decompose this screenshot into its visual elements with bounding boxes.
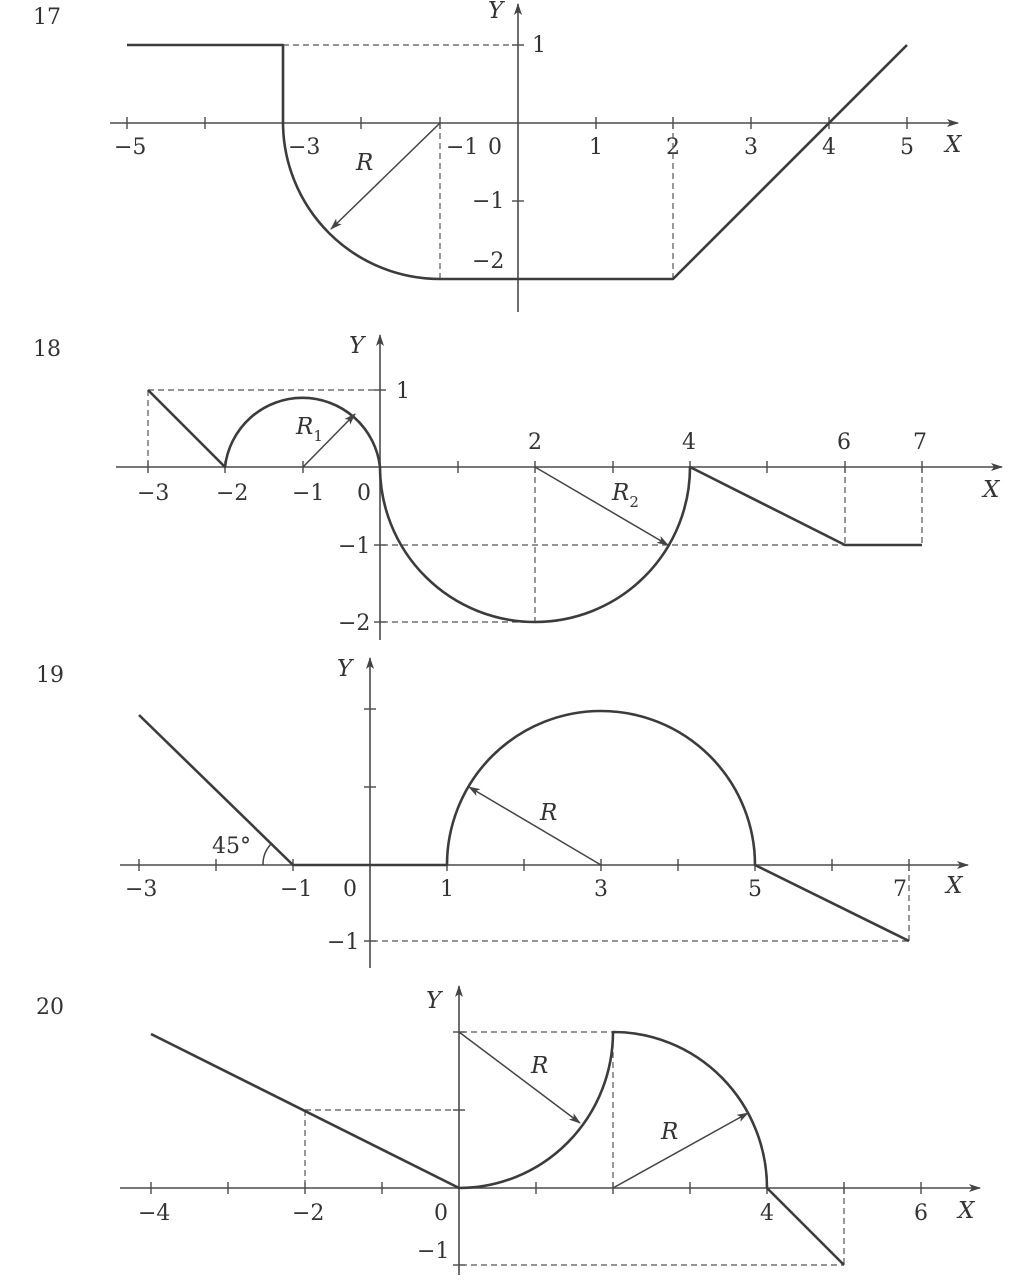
x-tick-label: −2 bbox=[292, 1201, 325, 1226]
radius-arrow bbox=[459, 1032, 580, 1123]
x-tick-label: 0 bbox=[343, 877, 357, 902]
x-tick-label: 0 bbox=[357, 481, 371, 506]
x-tick-label: 1 bbox=[589, 135, 603, 160]
angle-arc bbox=[263, 844, 271, 865]
x-tick-label: −1 bbox=[292, 481, 325, 506]
x-tick-label: 5 bbox=[748, 877, 762, 902]
radius-label: $R_2$ bbox=[612, 480, 639, 511]
x-tick-label: 6 bbox=[837, 430, 851, 455]
angle-label: 45° bbox=[212, 834, 251, 859]
radius-arrow bbox=[331, 123, 440, 229]
graph-curve bbox=[139, 711, 909, 941]
y-axis-label: Y bbox=[426, 988, 442, 1014]
x-tick-label: −1 bbox=[446, 135, 479, 160]
x-tick-label: −3 bbox=[137, 481, 170, 506]
x-tick-label: −3 bbox=[288, 135, 321, 160]
figure-20 bbox=[36, 986, 980, 1275]
y-tick-label: 1 bbox=[396, 379, 410, 404]
radius-label: R bbox=[661, 1119, 679, 1145]
figure-18 bbox=[33, 333, 1002, 640]
radius-arrow bbox=[535, 467, 668, 545]
radius-label: $R_1$ bbox=[296, 414, 323, 445]
radius-arrow bbox=[469, 787, 601, 865]
figure-19 bbox=[36, 656, 968, 968]
x-tick-label: 6 bbox=[914, 1201, 928, 1226]
radius-arrow bbox=[613, 1113, 748, 1188]
y-tick-label: −2 bbox=[472, 249, 505, 274]
y-axis-label: Y bbox=[488, 0, 504, 24]
y-tick-label: −1 bbox=[417, 1239, 450, 1264]
x-axis-label: X bbox=[983, 477, 1000, 503]
x-axis-label: X bbox=[945, 132, 962, 158]
figure-number: 18 bbox=[33, 337, 61, 362]
x-tick-label: 4 bbox=[760, 1201, 774, 1226]
radius-label: R bbox=[540, 800, 558, 826]
x-tick-label: 5 bbox=[900, 135, 914, 160]
x-axis-label: X bbox=[958, 1198, 975, 1224]
figure-number: 20 bbox=[36, 995, 64, 1020]
x-tick-label: 2 bbox=[666, 135, 680, 160]
y-tick-label: −1 bbox=[472, 189, 505, 214]
graph-curve bbox=[127, 45, 907, 279]
figure-number: 19 bbox=[36, 663, 64, 688]
y-tick-label: 1 bbox=[532, 33, 546, 58]
radius-label: R bbox=[531, 1053, 549, 1079]
x-tick-label: −2 bbox=[216, 481, 249, 506]
x-tick-label: 7 bbox=[893, 877, 907, 902]
x-tick-label: 4 bbox=[682, 430, 696, 455]
x-tick-label: 2 bbox=[528, 430, 542, 455]
x-tick-label: 3 bbox=[594, 877, 608, 902]
y-tick-label: −1 bbox=[327, 930, 360, 955]
x-tick-label: 0 bbox=[434, 1201, 448, 1226]
x-tick-label: −4 bbox=[138, 1201, 171, 1226]
x-tick-label: 7 bbox=[913, 430, 927, 455]
x-tick-label: 0 bbox=[488, 135, 502, 160]
y-axis-label: Y bbox=[349, 333, 365, 359]
x-tick-label: −3 bbox=[125, 877, 158, 902]
y-axis-label: Y bbox=[337, 656, 353, 682]
graph-curve bbox=[151, 1032, 844, 1265]
x-tick-label: 4 bbox=[822, 135, 836, 160]
radius-label: R bbox=[356, 150, 374, 176]
x-tick-label: −5 bbox=[114, 135, 147, 160]
figure-17 bbox=[33, 0, 963, 312]
x-axis-label: X bbox=[946, 873, 963, 899]
x-tick-label: 1 bbox=[440, 877, 454, 902]
y-tick-label: −1 bbox=[338, 534, 371, 559]
y-tick-label: −2 bbox=[338, 611, 371, 636]
x-tick-label: 3 bbox=[744, 135, 758, 160]
figure-number: 17 bbox=[33, 5, 61, 30]
x-tick-label: −1 bbox=[280, 877, 313, 902]
